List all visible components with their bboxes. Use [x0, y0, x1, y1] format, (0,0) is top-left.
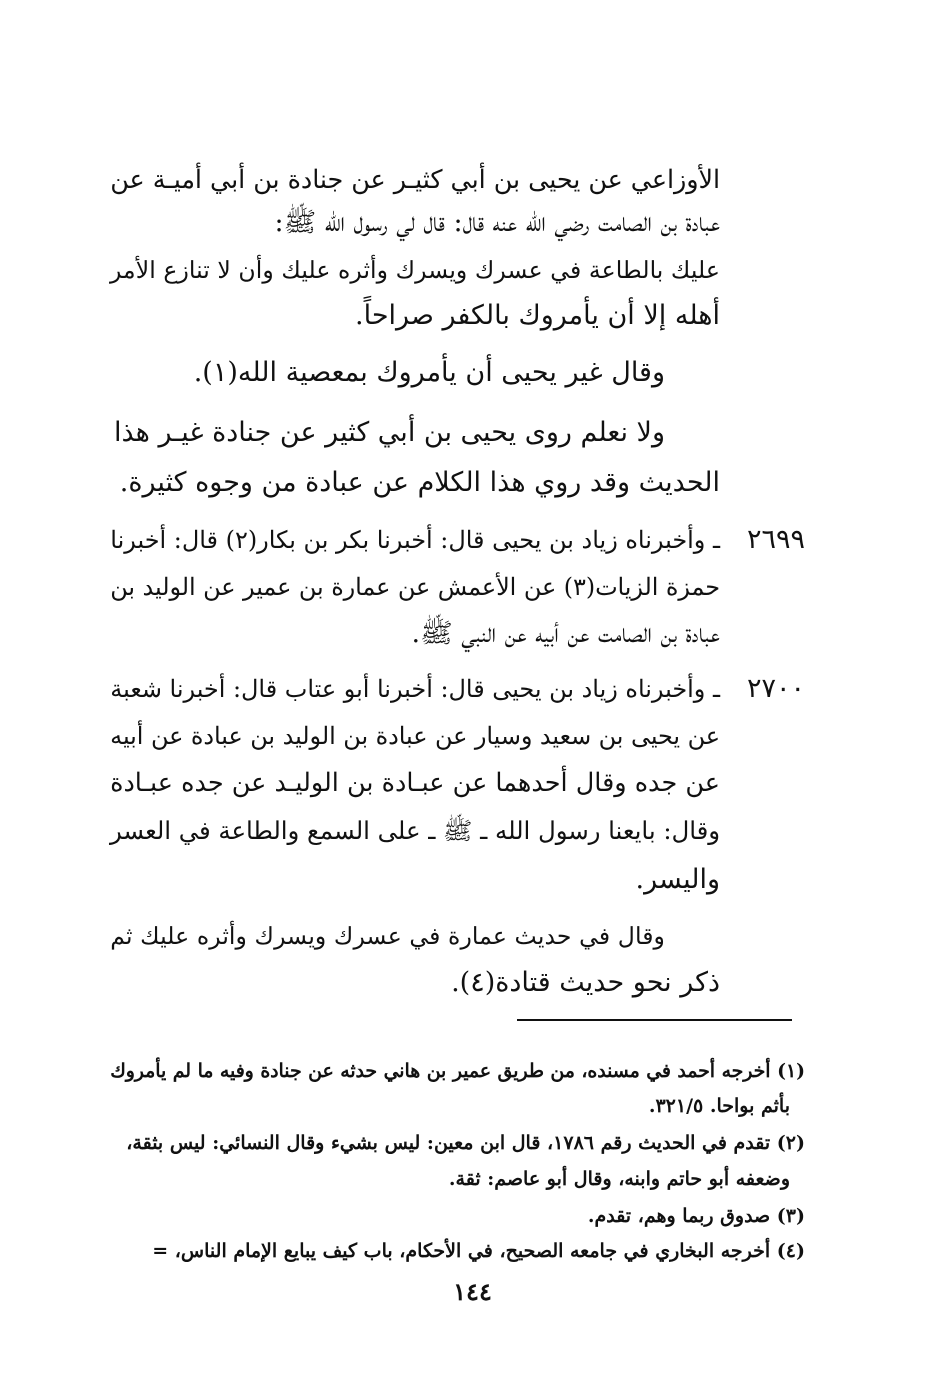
text-line: واليسر. — [635, 864, 720, 895]
text-line: الحديث وقد روي هذا الكلام عن عبادة من وجوه كثيرة. — [119, 467, 720, 498]
text-line: عبادة بن الصامت رضي الله عنه قال: قال لي رسول الله ﷺ: — [274, 207, 720, 238]
text-line: أهله إلا أن يأمروك بالكفر صراحاً. — [355, 300, 720, 331]
text-line: عن جده وقال أحدهما عن عبـادة بن الوليـد عن جده عبـادة — [110, 768, 720, 798]
text-line: وقال: بايعنا رسول الله ـ ﷺ ـ على السمع والطاعة في العسر — [110, 816, 720, 845]
text-line: وقال غير يحيى أن يأمروك بمعصية الله(١). — [193, 357, 665, 388]
hadith-number: ٢٧٠٠ — [746, 673, 805, 704]
footnote-separator — [517, 1019, 792, 1021]
text-line: وقال في حديث عمارة في عسرك ويسرك وأثره عليك ثم — [110, 922, 665, 950]
footnote-line: (١) أخرجه أحمد في مسنده، من طريق عمير بن هاني حدثه عن جنادة وفيه ما لم يأمروك — [110, 1059, 805, 1082]
text-line: عليك بالطاعة في عسرك ويسرك وأثره عليك وأن لا تنازع الأمر — [109, 256, 720, 284]
text-line: عبادة بن الصامت عن أبيه عن النبي ﷺ. — [411, 618, 720, 649]
text-line: ـ وأخبرناه زياد بن يحيى قال: أخبرنا أبو عتاب قال: أخبرنا شعبة — [110, 675, 720, 703]
text-line: حمزة الزيات(٣) عن الأعمش عن عمارة بن عمير عن الوليد بن — [110, 573, 720, 601]
footnote-line: (٢) تقدم في الحديث رقم ١٧٨٦، قال ابن معين: ليس بشيء وقال النسائي: ليس بثقة، — [126, 1132, 805, 1154]
footnote-line: بأثم بواحا. ٣٢١/٥. — [648, 1095, 790, 1117]
text-line: ـ وأخبرناه زياد بن يحيى قال: أخبرنا بكر بن بكار(٢) قال: أخبرنا — [110, 526, 720, 554]
text-line: الأوزاعي عن يحيى بن أبي كثيـر عن جنادة بن أبي أميـة عن — [110, 164, 720, 194]
footnote-line: وضعفه أبو حاتم وابنه، وقال أبو عاصم: ثقة. — [448, 1168, 790, 1190]
footnote-line: (٤) أخرجه البخاري في جامعه الصحيح، في الأحكام، باب كيف يبايع الإمام الناس، = — [152, 1240, 805, 1262]
footnote-line: (٣) صدوق ربما وهم، تقدم. — [587, 1205, 805, 1227]
text-line: ذكر نحو حديث قتادة(٤). — [451, 967, 720, 998]
text-line: ولا نعلم روى يحيى بن أبي كثير عن جنادة غيـر هذا — [113, 417, 665, 448]
text-line: عن يحيى بن سعيد وسيار عن عبادة بن الوليد بن عبادة عن أبيه — [110, 722, 720, 750]
page-number: ١٤٤ — [453, 1277, 492, 1306]
hadith-number: ٢٦٩٩ — [746, 524, 805, 555]
